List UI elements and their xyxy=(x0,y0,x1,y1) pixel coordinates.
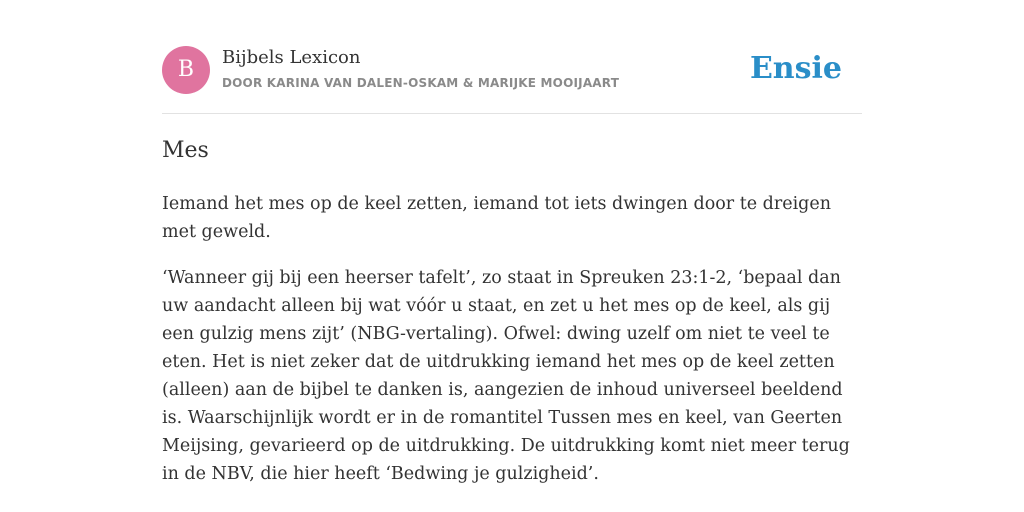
entry-paragraph: ‘Wanneer gij bij een heerser tafelt’, zo staat in Spreuken 23:1-2, ‘bepaal dan uw aandacht alleen bij wat vóór u staat, en zet u het mes op de keel, als gij een gulzig mens zijt’ (NBG-vertaling). Ofwel: dwing uzelf om niet te veel te eten. Het is niet zeker dat de uitdrukking iemand het mes op de keel zetten (alleen) aan de bijbel te danken is, aangezien de inhoud universeel beeldend is. Waarschijnlijk wordt er in de romantitel Tussen mes en keel, van Geerten Meijsing, gevarieerd op de uitdrukking. De uitdrukking komt niet meer terug in de NBV, die hier heeft ‘Bedwing je gulzigheid’. xyxy=(162,268,850,484)
book-title-link[interactable]: Bijbels Lexicon xyxy=(222,47,361,68)
entry-paragraph: Iemand het mes op de keel zetten, iemand tot iets dwingen door te dreigen met geweld. xyxy=(162,194,831,242)
author-byline: DOOR KARINA VAN DALEN-OSKAM & MARIJKE MOOIJAART xyxy=(222,76,620,90)
entry-title: Mes xyxy=(162,138,209,163)
entry-content xyxy=(162,190,862,506)
header xyxy=(162,46,862,96)
ensie-logo[interactable]: Ensie xyxy=(749,51,842,86)
header-divider xyxy=(162,113,862,114)
book-avatar[interactable]: B xyxy=(162,46,210,94)
